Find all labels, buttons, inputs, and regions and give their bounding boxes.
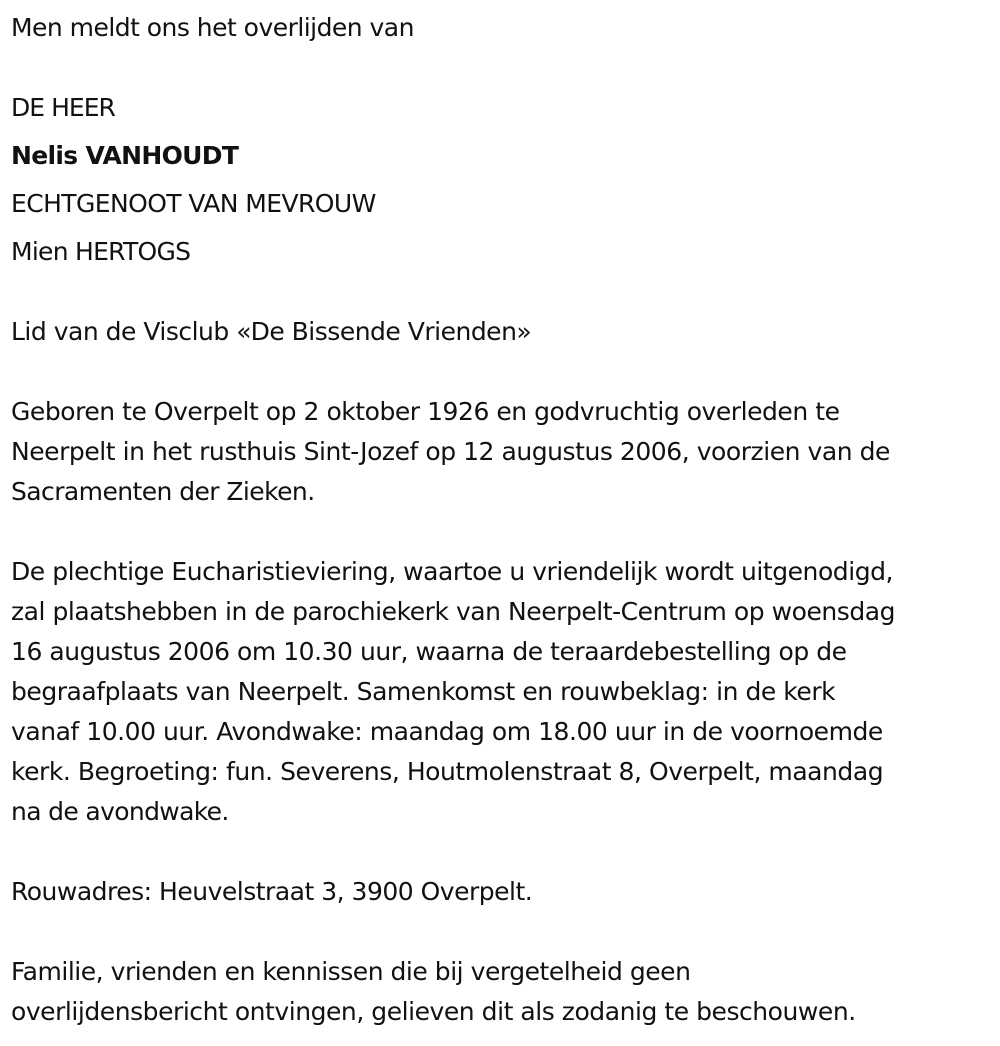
deceased-title: DE HEER xyxy=(11,93,115,122)
paragraph-line: Sacramenten der Zieken. xyxy=(11,477,315,506)
paragraph-line: Familie, vrienden en kennissen die bij vergetelheid geen xyxy=(11,957,691,986)
paragraph-line: begraafplaats van Neerpelt. Samenkomst en rouwbeklag: in de kerk xyxy=(11,677,836,706)
address-line: Rouwadres: Heuvelstraat 3, 3900 Overpelt. xyxy=(11,877,533,906)
paragraph-line: na de avondwake. xyxy=(11,797,229,826)
birth-death-paragraph xyxy=(11,392,995,512)
deceased-name: Nelis VANHOUDT xyxy=(11,141,239,170)
spacer xyxy=(11,224,995,232)
spouse-name: Mien HERTOGS xyxy=(11,237,191,266)
paragraph-line: zal plaatshebben in de parochiekerk van Neerpelt-Centrum op woensdag xyxy=(11,597,896,626)
spacer xyxy=(11,352,995,392)
paragraph-line: kerk. Begroeting: fun. Severens, Houtmolenstraat 8, Overpelt, maandag xyxy=(11,757,884,786)
closing-paragraph xyxy=(11,952,995,1032)
paragraph-line: Geboren te Overpelt op 2 oktober 1926 en godvruchtig overleden te xyxy=(11,397,840,426)
paragraph-line: overlijdensbericht ontvingen, gelieven dit als zodanig te beschouwen. xyxy=(11,997,856,1026)
paragraph-line: vanaf 10.00 uur. Avondwake: maandag om 18.00 uur in de voornoemde xyxy=(11,717,883,746)
membership-line: Lid van de Visclub «De Bissende Vrienden» xyxy=(11,317,532,346)
obituary-notice xyxy=(11,8,995,1032)
relation-line: ECHTGENOOT VAN MEVROUW xyxy=(11,189,376,218)
spacer xyxy=(11,912,995,952)
paragraph-line: Neerpelt in het rusthuis Sint-Jozef op 12 augustus 2006, voorzien van de xyxy=(11,437,890,466)
spacer xyxy=(11,128,995,136)
spacer xyxy=(11,48,995,88)
spacer xyxy=(11,832,995,872)
paragraph-line: 16 augustus 2006 om 10.30 uur, waarna de teraardebestelling op de xyxy=(11,637,847,666)
intro-line: Men meldt ons het overlijden van xyxy=(11,13,414,42)
spacer xyxy=(11,176,995,184)
paragraph-line: De plechtige Eucharistieviering, waartoe u vriendelijk wordt uitgenodigd, xyxy=(11,557,894,586)
ceremony-paragraph xyxy=(11,552,995,832)
spacer xyxy=(11,272,995,312)
spacer xyxy=(11,512,995,552)
